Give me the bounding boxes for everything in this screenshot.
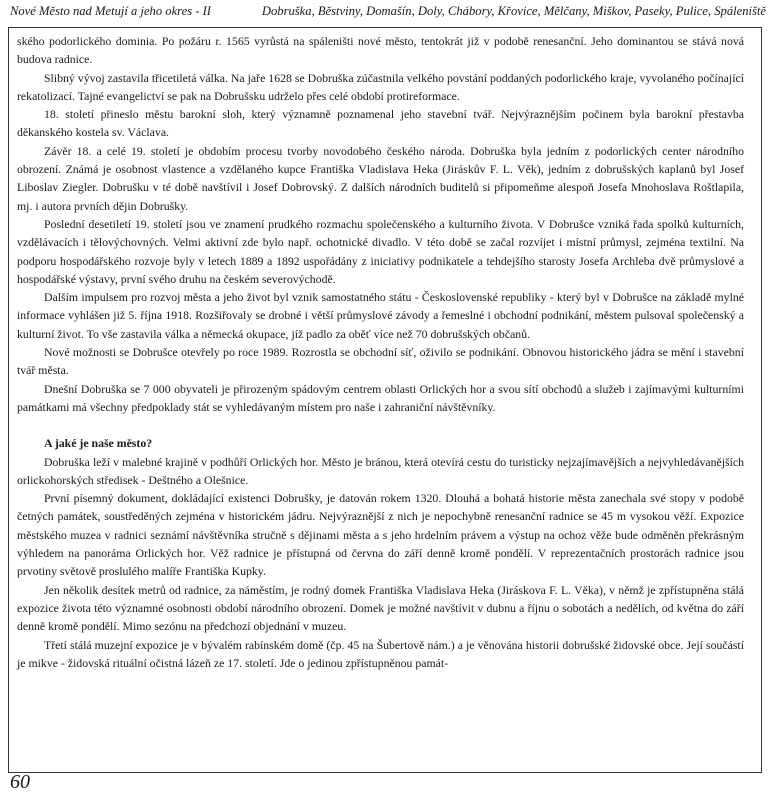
paragraph: 18. století přineslo městu barokní sloh, který významně poznamenal jeho stavební tvář. Nejvýraznějším počinem byla barokní přestavba děkanského kostela sv. Václava. [17,107,744,140]
section-heading: A jaké je naše město? [44,436,153,451]
header-book-title: Nové Město nad Metují a jeho okres - II [10,4,211,18]
paragraph: Nové možnosti se Dobrušce otevřely po roce 1989. Rozrostla se obchodní síť, oživilo se podnikání. Obnovou historického jádra se mění i stavební tvář města. [17,345,744,378]
paragraph: Závěr 18. a celé 19. století je obdobím procesu tvorby novodobého českého národa. Dobruška byla jedním z podorlických center národního obrození. Známá je osobnost vlastence a vzdělaného kupce Františka Vladislava Heka (Jiráskův F. L. Věk), jedním z dobrušských kaplanů byl Josef Liboslav Ziegler. Dobrušku v té době navštívil i Josef Dobrovský. Z dalších národních buditelů si připomeňme alespoň Josefa Mnohoslava Roštlapila, mj. i autora prvních dějin Dobrušky. [17,143,744,213]
paragraph: ského podorlického dominia. Po požáru r. 1565 vyrůstá na spáleništi nové město, tentokrát již v podobě renesanční. Jeho dominantou se stává nová budova radnice. [17,34,744,67]
paragraph: Jen několik desítek metrů od radnice, za náměstím, je rodný domek Františka Vladislava Heka (Jiráskova F. L. Věka), v němž je zpřístupněna stálá expozice života této významné osobnosti období národního obrození. Domek je možné navštívit v dubnu a říjnu o sobotách a nedělích, od května do září denně kromě pondělí. Mimo sezónu na předchozí objednání v muzeu. [17,582,744,634]
paragraph: Třetí stálá muzejní expozice je v bývalém rabínském domě (čp. 45 na Šubertově nám.) a je věnována historii dobrušské židovské obce. Její součástí je mikve - židovská rituální očistná lázeň ze 17. století. Jde o jedinou zpřístupněnou památ- [17,637,744,670]
running-header [10,4,766,19]
paragraph: Poslední desetiletí 19. století jsou ve znamení prudkého rozmachu společenského a kulturního života. V Dobrušce vzniká řada spolků kulturních, vzdělávacích i tělovýchovných. Velmi aktivní zde bylo např. ochotnické divadlo. V této době se začal rozvíjet i místní průmysl, zejména textilní. Na podporu hospodářského rozvoje byly v letech 1889 a 1892 uspořádány z iniciativy podnikatele a tehdejšího starosty Josefa Archleba dvě průmyslové a hospodářské výstavy, první svého druhu na českém severovýchodě. [17,216,744,286]
page-number: 60 [10,771,30,793]
header-chapter-title: Dobruška, Běstviny, Domašín, Doly, Chábory, Křovice, Mělčany, Miškov, Paseky, Pulice, Spáleniště [261,4,766,18]
main-text [17,32,744,672]
paragraph: Dobruška leží v malebné krajině v podhůří Orlických hor. Město je bránou, která otevírá cestu do turisticky nejzajímavějších a nejvyhledávanějších orlickohorských středisek - Deštného a Olešnice. [17,454,744,487]
paragraph: Dalším impulsem pro rozvoj města a jeho život byl vznik samostatného státu - Československé republiky - který byl v Dobrušce na základě mylné informace vyhlášen již 5. října 1918. Rozšiřovaly se drobné i větší průmyslové závody a řemeslné i obchodní podnikání, městem pulsoval společenský a kulturní život. To vše zastavila válka a německá okupace, jíž padlo za oběť více než 70 dobrušských občanů. [17,290,744,341]
paragraph: První písemný dokument, dokládající existenci Dobrušky, je datován rokem 1320. Dlouhá a bohatá historie města zanechala své stopy v podobě četných památek, soustředěných zejména v historickém jádru. Nejvýraznější z nich je nepochybně renesanční radnice se 45 m vysokou věží. Expozice městského muzea v radnici seznámí návštěvníka stručně s dějinami města a s jeho hrdelním právem a výstup na ochoz věže bude odměněn překrásným výhledem na panoráma Orlických hor. Věž radnice je přístupná od června do září denně kromě pondělí. V reprezentačních prostorách radnice jsou prvotiny světově proslulého malíře Františka Kupky. [17,491,744,579]
paragraph: Slibný vývoj zastavila třicetiletá válka. Na jaře 1628 se Dobruška zúčastnila velkého povstání poddaných podorlického kraje, vyvolaného počínající rekatolizací. Tajné evangelictví se pak na Dobrušsku udrželo přes celé období protireformace. [17,70,744,103]
paragraph: Dnešní Dobruška se 7 000 obyvateli je přirozeným spádovým centrem oblasti Orlických hor a svou sítí obchodů a služeb i zajímavými kulturními památkami má všechny předpoklady stát se vyhledávaným místem pro naše i zahraniční návštěvníky. [17,381,744,414]
